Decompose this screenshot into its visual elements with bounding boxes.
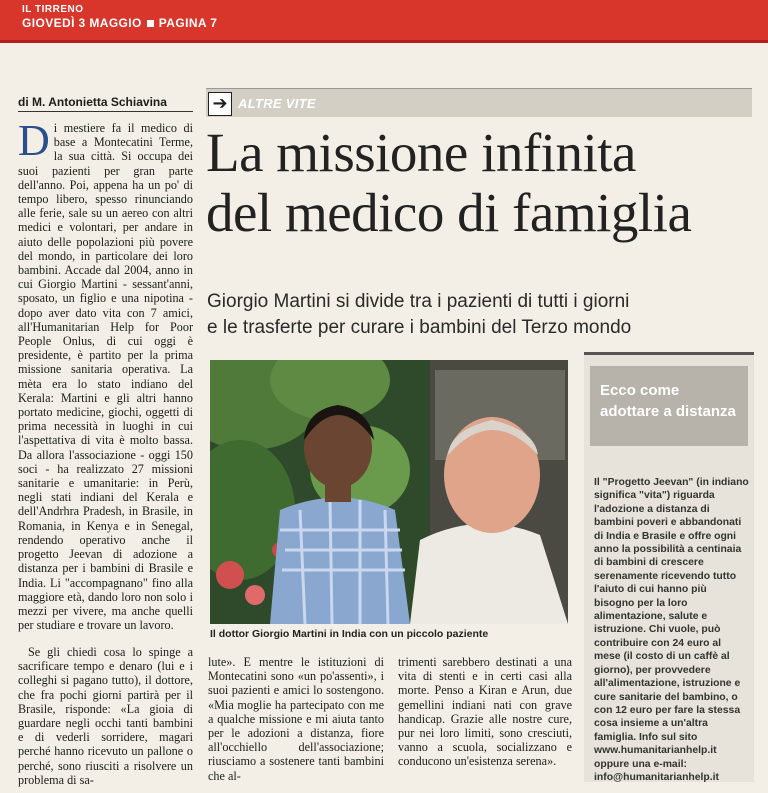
sidebar-body: Il "Progetto Jeevan" (in indiano significa "vita") riguarda l'adozione a distanza di bambini poveri e abbandonati di India e Brasile e offre ogni anno la possibilità a centinaia di bambini di crescere serenamente ricevendo tutto l'aiuto di cui hanno più bisogno per la loro alimentazione, salute e istruzione. Chi vuole, può contribuire con 24 euro al mese (il costo di un caffè al giorno), per provvedere all'alimentazione, istruzione e cure sanitarie del bambino, o con 12 euro per fare la stessa cosa insieme a un'altra famiglia. Info sul sito www.humanitarianhelp.it oppure una e-mail: info@humanitarianhelp.it xyxy=(594,477,749,783)
sidebar-box xyxy=(584,352,754,782)
article-text-2: lute». E mentre le istituzioni di Montecatini sono «un po'assenti», i suoi pazienti e amici lo sostengono. «Mia moglie ha partecipato con me a qualche missione e mi aiuta tanto per le adozioni a distanza, fiore all'occhiello dell'associazione; riusciamo a sostenere tanti bambini che al- xyxy=(208,655,384,783)
dateline xyxy=(22,16,217,30)
article-column-2 xyxy=(208,655,384,783)
subheadline xyxy=(207,289,762,341)
arrow-right-icon: ➔ xyxy=(208,92,232,116)
masthead-divider xyxy=(0,40,768,43)
dropcap: D xyxy=(18,116,50,165)
day: GIOVEDÌ xyxy=(22,16,75,30)
headline-line-1: La missione infinita xyxy=(206,122,636,183)
kicker-label: ALTRE VITE xyxy=(238,96,316,111)
article-text-1: i mestiere fa il medico di base a Montecatini Terme, la sua città. Si occupa dei suoi pazienti per gran parte dell'anno. Poi, appena ha un po' di tempo libero, spesso rinunciando alle ferie, sale su un aereo con altri medici e volontari, per andare in aiuto delle popolazioni più povere del mondo, in particolare dei loro bambini. Accade dal 2004, anno in cui Giorgio Martini - sessant'anni, sposato, un figlio e una nipotina - dopo aver dato vita con 7 amici, all'Humanitarian Help for Poor People Onlus, di cui oggi è presidente, è partito per la prima missione sanitaria operativa. La mèta era lo stato indiano del Kerala: Martini e gli altri hanno portato medicine, giochi, oggetti di prima necessità in luoghi in cui l'aspettativa di vita è molto bassa. Da allora l'associazione - oggi 150 soci - ha realizzato 27 missioni sanitarie e umanitarie: in Perù, negli stati indiani del Kerala e dell'Andrhra Pradesh, in Brasile, in Romania, in Kenya e in Senegal, rendendo operativo anche il progetto Jeevan di adozione a distanza per i bambini di Brasile e India. Li "accompagnano" fino alla maggiore età, dando loro non solo i mezzi per vivere, ma anche quelli per studiare e trovare un lavoro. xyxy=(18,121,193,633)
masthead-bar xyxy=(0,0,768,40)
page-label: PAGINA xyxy=(158,16,207,30)
article-column-1 xyxy=(18,116,193,633)
headline xyxy=(206,123,761,243)
sidebar-title-box xyxy=(590,366,748,446)
date: 3 MAGGIO xyxy=(78,16,142,30)
page-number: 7 xyxy=(210,16,218,30)
photo-illustration xyxy=(210,360,568,624)
byline: di M. Antonietta Schiavina xyxy=(18,95,193,112)
section-kicker xyxy=(206,88,752,117)
article-text-1b: Se gli chiedi cosa lo spinge a sacrificare tempo e denaro (lui e i colleghi si pagano tutto), il dottore, che fra pochi giorni partirà per il Brasile, risponde: «La gioia di guardare negli occhi tanti bambini e di vederli sorridere, magari perché hanno ricevuto un pallone o perché, sono riusciti a risolvere un problema di sa- xyxy=(18,645,193,787)
sidebar-title: Ecco come adottare a distanza xyxy=(600,382,736,420)
article-text-3: trimenti sarebbero destinati a una vita di stenti e in certi casi alla morte. Penso a Kiran e Arun, due gemellini indiani nati con grave handicap. Grazie alle nostre cure, pur nei loro limiti, sono cresciuti, vanno a scuola, socializzano e conducono un'esistenza serena». xyxy=(398,655,572,769)
photo-caption: Il dottor Giorgio Martini in India con un piccolo paziente xyxy=(210,628,489,640)
paper-name: IL TIRRENO xyxy=(22,4,84,15)
headline-line-2: del medico di famiglia xyxy=(206,182,692,243)
subhead-line-2: e le trasferte per curare i bambini del Terzo mondo xyxy=(207,317,632,338)
article-photo xyxy=(210,360,568,624)
article-column-1b xyxy=(18,645,193,787)
article-column-3 xyxy=(398,655,572,769)
subhead-line-1: Giorgio Martini si divide tra i pazienti di tutti i giorni xyxy=(207,291,630,312)
square-bullet-icon xyxy=(147,20,154,27)
sidebar-rule xyxy=(584,352,754,355)
